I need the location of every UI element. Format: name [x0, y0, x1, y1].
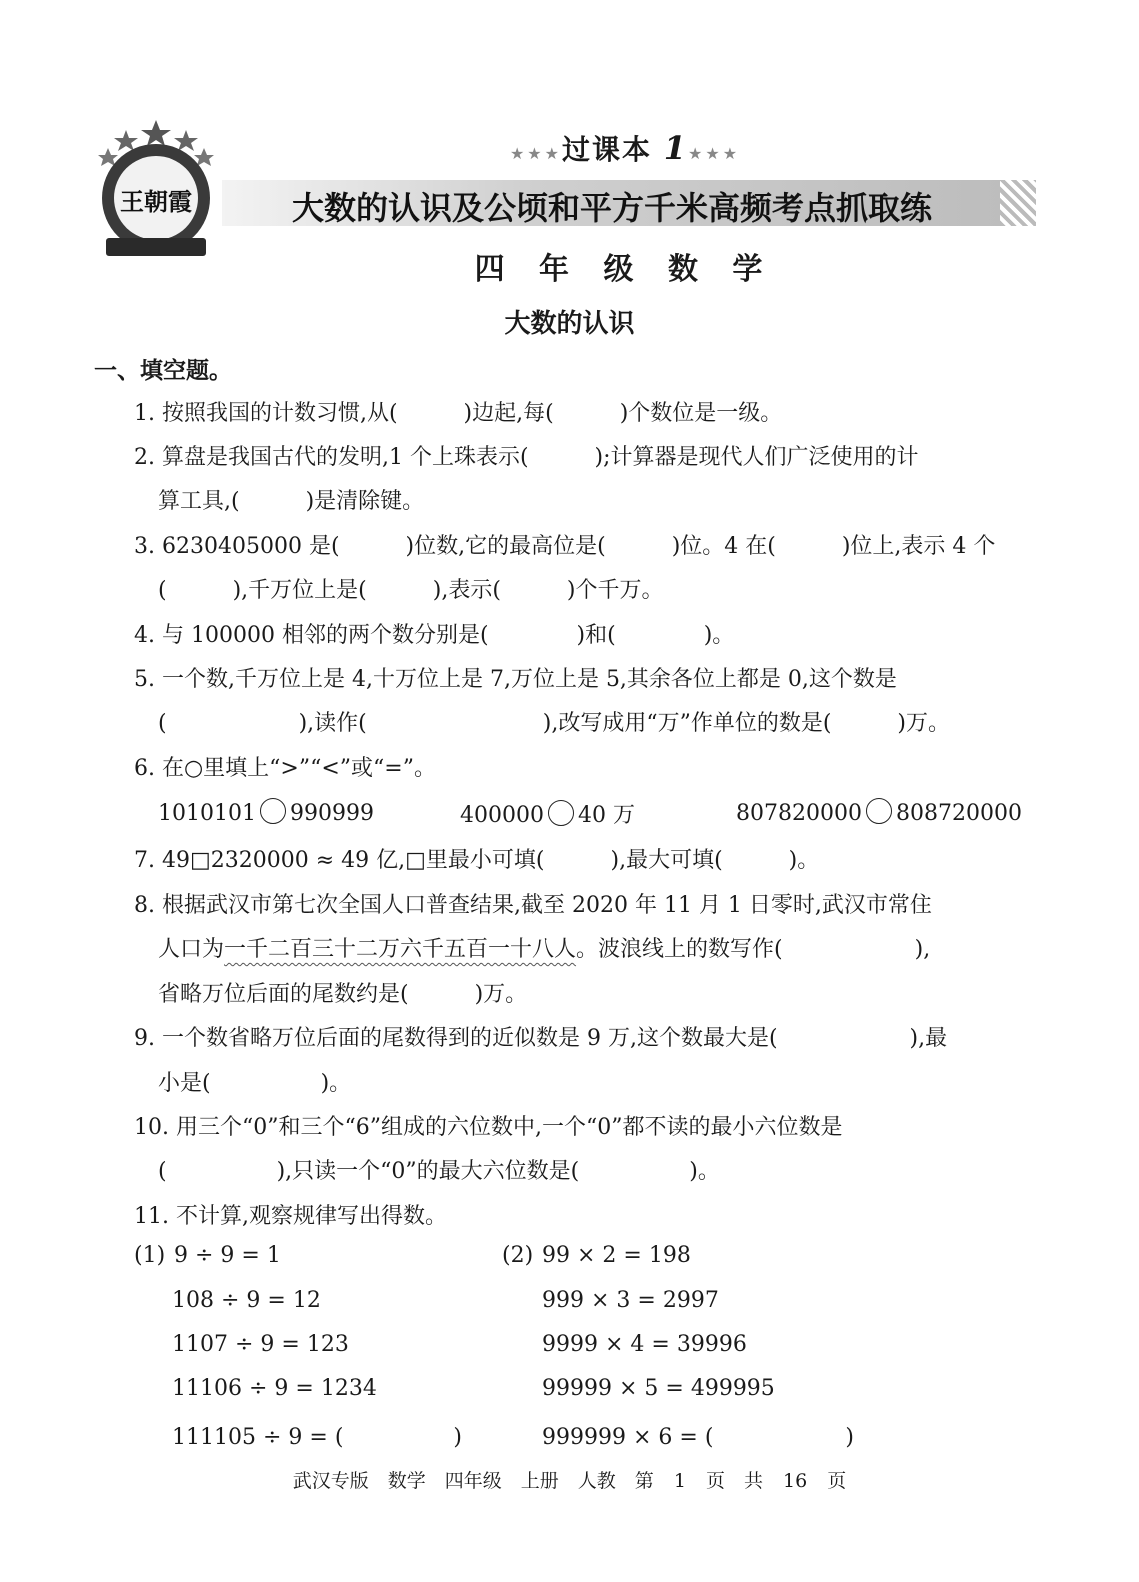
- pattern-2-label: (2): [502, 1243, 534, 1268]
- brand-logo-text: 王朝霞: [120, 187, 192, 216]
- stars-right: ★★★: [688, 144, 741, 163]
- compare-2-left: 400000: [460, 803, 544, 828]
- answer-circle[interactable]: [260, 798, 286, 824]
- question-8-line-1: 8. 根据武汉市第七次全国人口普查结果,截至 2020 年 11 月 1 日零时,武汉市常住: [134, 893, 932, 918]
- answer-circle[interactable]: [866, 798, 892, 824]
- stars-left: ★★★: [509, 144, 562, 163]
- series-text: 过课本: [561, 133, 652, 166]
- pattern-2-line: 99999 × 5 = 499995: [542, 1376, 775, 1401]
- question-9-line-1: 9. 一个数省略万位后面的尾数得到的近似数是 9 万,这个数最大是( ),最: [134, 1026, 948, 1051]
- q8-text-post: 。波浪线上的数写作( ),: [576, 937, 931, 962]
- question-10-line-1: 10. 用三个“0”和三个“6”组成的六位数中,一个“0”都不读的最小六位数是: [134, 1115, 843, 1140]
- question-8-line-3: 省略万位后面的尾数约是( )万。: [158, 982, 528, 1007]
- question-10-line-2: ( ),只读一个“0”的最大六位数是( )。: [158, 1159, 720, 1184]
- q8-wavy-text: 一千二百三十二万六千五百一十八人: [224, 937, 577, 962]
- question-7: 7. 49□2320000 ≈ 49 亿,□里最小可填( ),最大可填( )。: [134, 848, 820, 873]
- question-1: 1. 按照我国的计数习惯,从( )边起,每( )个数位是一级。: [134, 401, 783, 426]
- compare-item-3: [736, 798, 1022, 826]
- pattern-2-line: 99 × 2 = 198: [542, 1243, 691, 1268]
- pattern-2-line: 9999 × 4 = 39996: [542, 1332, 747, 1357]
- question-4: 4. 与 100000 相邻的两个数分别是( )和( )。: [134, 623, 735, 648]
- question-3-line-2: ( ),千万位上是( ),表示( )个千万。: [158, 578, 664, 603]
- banner-pattern: [1000, 180, 1036, 226]
- answer-circle[interactable]: [548, 800, 574, 826]
- section-title: 大数的认识: [504, 309, 635, 339]
- question-5-line-2: ( ),读作( ),改写成用“万”作单位的数是( )万。: [158, 711, 950, 736]
- pattern-1-answer-line: 111105 ÷ 9 = ( ): [172, 1425, 462, 1450]
- compare-2-right: 40 万: [577, 803, 635, 828]
- question-2-line-2: 算工具,( )是清除键。: [158, 489, 425, 514]
- question-6: 6. 在○里填上“>”“<”或“=”。: [134, 756, 436, 781]
- banner-title: 大数的认识及公顷和平方千米高频考点抓取练: [291, 189, 932, 227]
- q8-text-pre: 人口为: [158, 937, 225, 962]
- question-8-line-2: [158, 932, 930, 963]
- question-9-line-2: 小是( )。: [158, 1071, 352, 1096]
- compare-item-2: [460, 798, 635, 829]
- series-number: 1: [663, 129, 689, 167]
- compare-1-left: 1010101: [158, 801, 256, 826]
- compare-1-right: 990999: [289, 801, 374, 826]
- compare-3-left: 807820000: [736, 801, 862, 826]
- pattern-2-answer-line: 999999 × 6 = ( ): [542, 1425, 854, 1450]
- pattern-2-line: 999 × 3 = 2997: [542, 1288, 719, 1313]
- compare-3-right: 808720000: [895, 801, 1022, 826]
- pattern-1-line: 9 ÷ 9 = 1: [174, 1243, 281, 1268]
- question-11: 11. 不计算,观察规律写出得数。: [134, 1204, 447, 1229]
- grade-title: 四 年 级 数 学: [474, 252, 775, 287]
- question-2-line-1: 2. 算盘是我国古代的发明,1 个上珠表示( );计算器是现代人们广泛使用的计: [134, 445, 919, 470]
- pattern-1-line: 108 ÷ 9 = 12: [172, 1288, 321, 1313]
- part-heading: 一、填空题。: [94, 358, 232, 384]
- question-3-line-1: 3. 6230405000 是( )位数,它的最高位是( )位。4 在( )位上,表示 4 个: [134, 534, 996, 559]
- page-footer: 武汉专版 数学 四年级 上册 人教 第 1 页 共 16 页: [292, 1470, 847, 1492]
- question-5-line-1: 5. 一个数,千万位上是 4,十万位上是 7,万位上是 5,其余各位上都是 0,这个数是: [134, 667, 897, 692]
- pattern-1-line: 1107 ÷ 9 = 123: [172, 1332, 349, 1357]
- compare-item-1: [158, 798, 374, 826]
- series-label: [500, 128, 750, 168]
- pattern-1-line: 11106 ÷ 9 = 1234: [172, 1376, 377, 1401]
- pattern-1-label: (1): [134, 1243, 166, 1268]
